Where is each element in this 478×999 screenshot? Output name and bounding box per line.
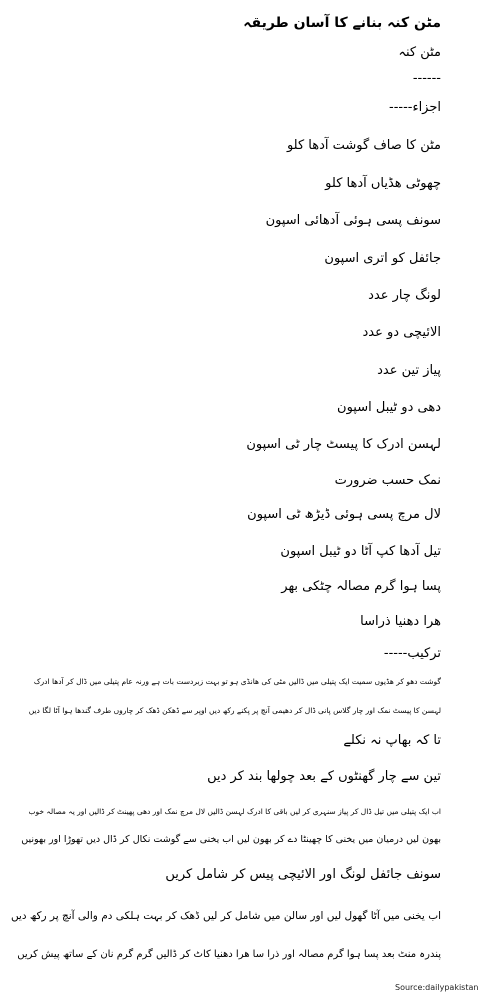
- method-heading: ترکیب-----: [383, 646, 441, 661]
- ingredient-item: تیل آدھا کپ آٹا دو ٹیبل اسپون: [280, 544, 441, 559]
- ingredient-item: لال مرچ پسی ہوئی ڈیڑھ ٹی اسپون: [247, 507, 441, 522]
- ingredient-item: ھرا دھنیا ذراسا: [360, 614, 441, 629]
- ingredient-item: جائفل کو اتری اسپون: [324, 251, 441, 266]
- method-step: گوشت دھو کر ھڈیوں سمیت ایک پتیلی میں ڈالیں مٹی کی ھانڈی ہو تو بہت زبردست بات ہے ورنہ عام پتیلی میں ڈال کر آدھا ادرک: [33, 677, 441, 686]
- recipe-subtitle: مٹن کنہ: [398, 45, 441, 60]
- ingredient-item: مٹن کا صاف گوشت آدھا کلو: [286, 138, 441, 153]
- method-step: اب یخنی میں آٹا گھول لیں اور سالن میں شامل کر لیں ڈھک کر بہت ہلکی دم والی آنچ پر رکھ دیں: [10, 910, 441, 922]
- ingredient-item: سونف پسی ہوئی آدھائی اسپون: [265, 213, 441, 228]
- ingredient-item: نمک حسب ضرورت: [334, 473, 441, 488]
- ingredient-item: پیاز تین عدد: [377, 363, 441, 378]
- method-step: تا کہ بھاپ نہ نکلے: [343, 733, 441, 748]
- ingredient-item: لونگ چار عدد: [368, 288, 441, 303]
- method-step: تین سے چار گھنٹوں کے بعد چولھا بند کر دیں: [207, 769, 441, 784]
- method-step: پندرہ منٹ بعد پسا ہوا گرم مصالہ اور ذرا سا ھرا دھنیا کاٹ کر ڈالیں گرم گرم نان کے ساتھ پیش کریں: [17, 949, 441, 960]
- method-step: بھون لیں درمیان میں یخنی کا چھینٹا دے کر بھون لیں اب یخنی سے گوشت نکال کر ڈال دیں تھوڑا اور بھونیں: [21, 834, 441, 845]
- method-step: اب ایک پتیلی میں تیل ڈال کر پیاز سنہری کر لیں باقی کا ادرک لہسن ڈالیں لال مرچ نمک اور دھی پھینٹ کر ڈالیں اور یہ مصالہ خوب: [28, 807, 441, 816]
- ingredient-item: دھی دو ٹیبل اسپون: [337, 400, 441, 415]
- ingredient-item: الائیچی دو عدد: [362, 325, 441, 340]
- method-step: لہسن کا پیسٹ نمک اور چار گلاس پانی ڈال کر دھیمی آنچ پر پکنے رکھ دیں اوپر سے ڈھکن ڈھک کر چاروں طرف گندھا ہوا آٹا لگا دیں: [28, 706, 441, 715]
- ingredients-heading: اجزاء-----: [389, 100, 441, 115]
- ingredient-item: لہسن ادرک کا پیسٹ چار ٹی اسپون: [246, 437, 441, 452]
- ingredient-item: چھوٹی ھڈیاں آدھا کلو: [325, 176, 441, 191]
- subtitle-rule: ------: [412, 71, 441, 86]
- recipe-title: مٹن کنہ بنانے کا آسان طریقہ: [243, 15, 441, 31]
- ingredient-item: پسا ہوا گرم مصالہ چٹکی بھر: [281, 579, 441, 594]
- method-step: سونف جائفل لونگ اور الائیچی پیس کر شامل کریں: [165, 867, 441, 882]
- source-credit: Source:dailypakistan: [395, 983, 478, 992]
